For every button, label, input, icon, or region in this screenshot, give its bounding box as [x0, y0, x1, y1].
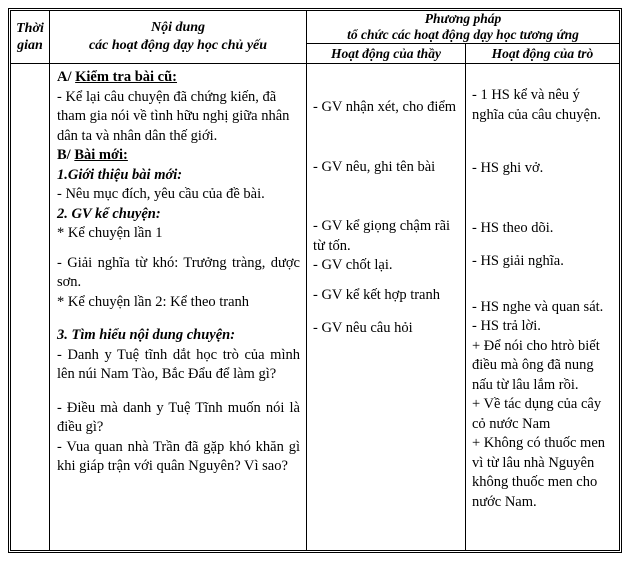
student-spacer-2 [472, 179, 614, 219]
header-cell-time [11, 11, 50, 63]
content-subheading-1-text: Giới thiệu bài mới: [67, 166, 183, 183]
cell-teacher-activity [307, 64, 466, 550]
teacher-item-1: - GV nhận xét, cho điểm [313, 99, 457, 115]
content-heading-a-text: Kiểm tra bài cũ: [75, 69, 178, 85]
content-para-b2: * Kể chuyện lần 1 [57, 225, 163, 241]
content-subheading-3-text: Tìm hiểu nội dung chuyện: [71, 327, 236, 343]
student-item-8: + Về tác dụng của cây cỏ nước Nam [472, 396, 602, 432]
content-subheading-3-num: 3. [57, 327, 72, 343]
content-heading-b-text: Bài mới: [74, 147, 128, 163]
table-header-row [11, 11, 619, 64]
table-inner-border [10, 10, 620, 551]
content-para-b3: - Giải nghĩa từ khó: Trưởng tràng, dược sơn. [57, 254, 300, 290]
teacher-item-3: - GV kể giọng chậm rãi từ tốn. [313, 218, 451, 254]
cell-time [11, 64, 50, 550]
header-time-line1: Thời [16, 21, 44, 36]
header-cell-method [307, 11, 619, 63]
content-heading-b-prefix: B/ [57, 147, 75, 163]
content-question-1: - Danh y Tuệ tĩnh dắt học trò của mình lên núi Nam Tào, Bắc Đẩu để làm gì? [57, 346, 300, 382]
student-spacer-4 [472, 272, 614, 298]
header-content-line2: các hoạt động dạy học chủ yếu [88, 38, 268, 53]
teacher-item-2: - GV nêu, ghi tên bài [313, 158, 436, 175]
teacher-item-4: - GV chốt lại. [313, 257, 393, 273]
student-item-9: + Không có thuốc men vì từ lâu nhà Nguyên không thuốc men cho nước Nam. [472, 435, 606, 510]
content-para-b1: - Nêu mục đích, yêu cầu của đề bài. [57, 186, 265, 202]
header-method-line2: tổ chức các hoạt động dạy học tương ứng [347, 27, 579, 42]
header-method-line1: Phương pháp [424, 11, 502, 26]
header-time-line2: gian [17, 38, 43, 53]
content-spacer-2 [57, 312, 300, 326]
content-heading-a-prefix: A/ [57, 69, 76, 85]
content-subheading-2-num: 2. [57, 205, 72, 222]
student-item-3: - HS theo dõi. [472, 219, 554, 236]
teacher-spacer-4 [313, 305, 461, 319]
student-item-5: - HS nghe và quan sát. [472, 298, 604, 315]
teacher-spacer-1 [313, 118, 461, 158]
lesson-plan-table [8, 8, 622, 553]
student-item-2: - HS ghi vở. [472, 160, 544, 176]
content-subheading-1 [57, 166, 300, 186]
student-spacer-0 [472, 68, 614, 86]
teacher-item-6: - GV nêu câu hỏi [313, 320, 413, 336]
content-spacer-3 [57, 385, 300, 399]
student-item-1: - 1 HS kể và nêu ý nghĩa của câu chuyện. [472, 87, 601, 123]
header-subcell-teacher: Hoạt động của thầy [307, 44, 466, 63]
content-question-2: - Điều mà danh y Tuệ Tĩnh muốn nói là điều gì? [57, 399, 300, 435]
content-spacer-1 [57, 244, 300, 254]
student-item-6: - HS trả lời. [472, 318, 541, 334]
content-para-b4: * Kể chuyện lần 2: Kể theo tranh [57, 293, 250, 310]
student-spacer-1 [472, 125, 614, 159]
student-spacer-3 [472, 238, 614, 252]
header-cell-content [50, 11, 307, 63]
student-item-4: - HS giải nghĩa. [472, 253, 564, 269]
header-subcell-student: Hoạt động của trò [491, 45, 594, 61]
teacher-spacer-2 [313, 177, 461, 217]
teacher-spacer-0 [313, 68, 461, 98]
cell-content [50, 64, 307, 550]
content-heading-b [57, 146, 300, 166]
content-subheading-2 [57, 205, 300, 225]
header-method-title [307, 11, 619, 44]
cell-student-activity [466, 64, 619, 550]
teacher-spacer-3 [313, 276, 461, 286]
table-body-row [11, 64, 619, 550]
teacher-item-5: - GV kể kết hợp tranh [313, 286, 440, 303]
header-content-line1: Nội dung [150, 20, 206, 35]
content-heading-a [57, 68, 300, 88]
content-subheading-3 [57, 326, 300, 346]
content-para-a1: - Kể lại câu chuyện đã chứng kiến, đã tham gia nói về tình hữu nghị giữa nhân dân ta và nhân dân thế giới. [57, 88, 290, 144]
content-subheading-2-text: GV kể chuyện: [71, 205, 161, 222]
header-method-subrow [307, 44, 619, 63]
content-question-3: - Vua quan nhà Trần đã gặp khó khăn gì khi giáp trận với quân Nguyên? Vì sao? [57, 438, 300, 474]
student-item-7: + Để nói cho htrò biết điều mà ông đã nung nấu từ lâu lắm rồi. [472, 337, 600, 393]
content-subheading-1-num: 1. [57, 166, 68, 183]
